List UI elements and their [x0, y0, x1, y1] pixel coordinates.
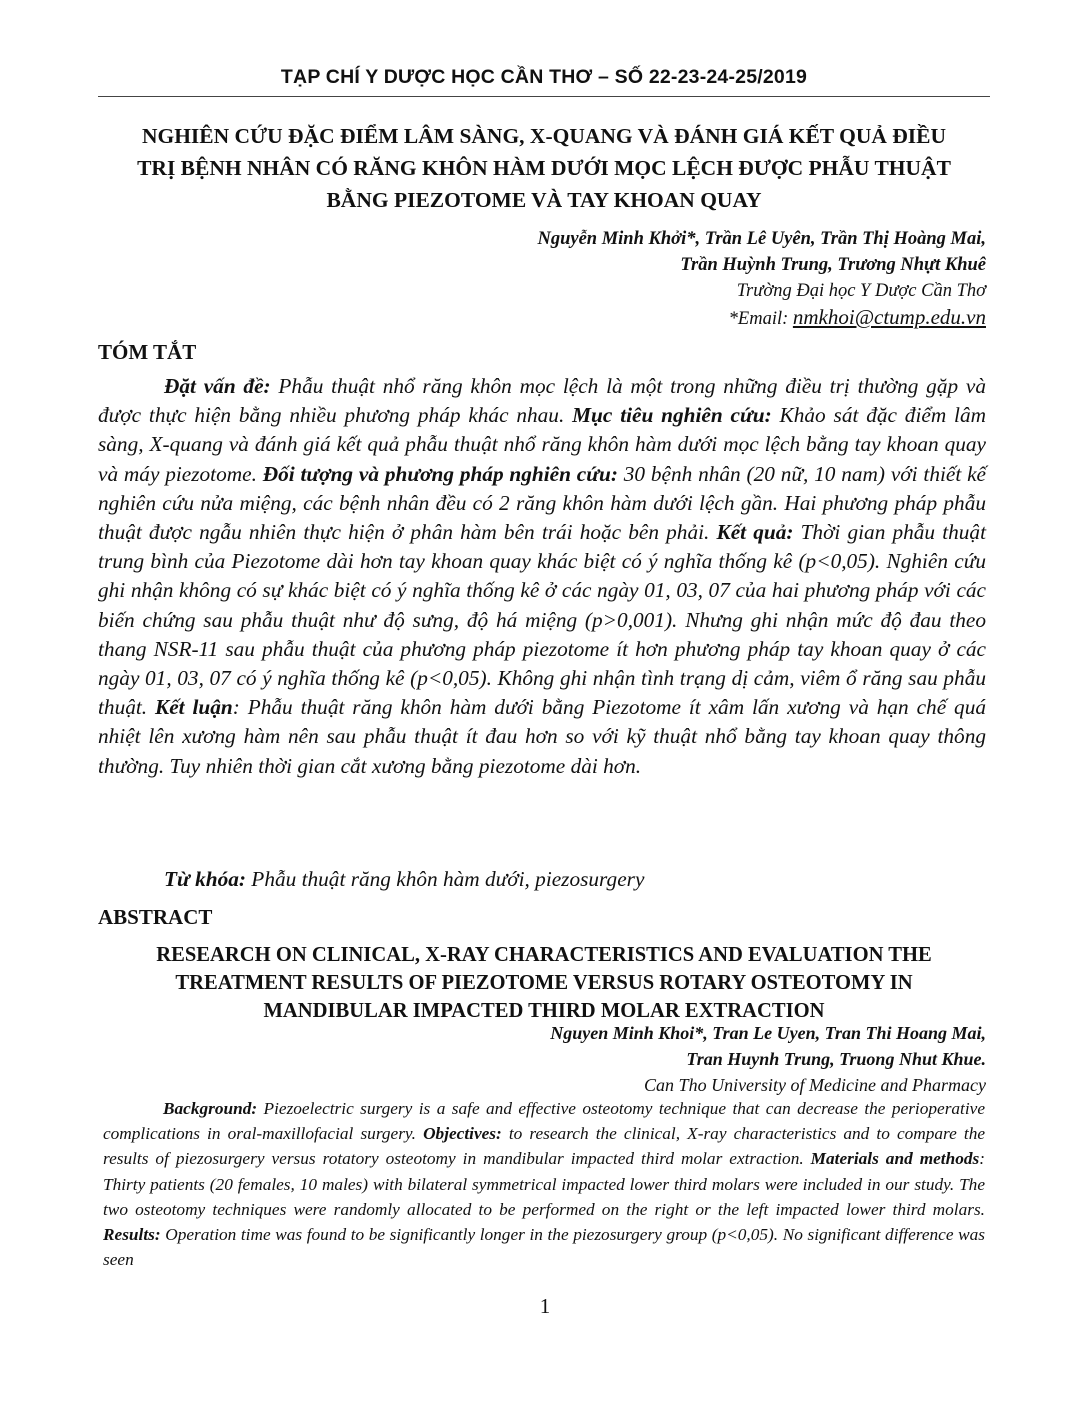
header-rule — [98, 96, 990, 97]
title-line: MANDIBULAR IMPACTED THIRD MOLAR EXTRACTION — [263, 1000, 825, 1022]
authors-block-vietnamese — [537, 226, 986, 332]
methods-text: : Thirty patients (20 females, 10 males) with bilateral symmetrical impacted lower third molars were included in our study. The two osteotomy techniques were randomly allocated to be performed on the right or the left impacted lower third molars. — [103, 1149, 985, 1219]
page-number: 1 — [539, 1294, 551, 1318]
background-label: Background: — [163, 1099, 258, 1118]
title-line: RESEARCH ON CLINICAL, X-RAY CHARACTERISTICS AND EVALUATION THE — [156, 944, 932, 966]
objectives-label: Objectives: — [423, 1124, 502, 1144]
authors-block-english — [550, 1020, 986, 1098]
author-names-line: Nguyễn Minh Khởi*, Trần Lê Uyên, Trần Thị Hoàng Mai, — [537, 229, 986, 249]
email-link[interactable]: nmkhoi@ctump.edu.vn — [792, 305, 986, 329]
methods-label: Materials and methods — [810, 1149, 980, 1169]
keywords-text: Phẫu thuật răng khôn hàm dưới, piezosurgery — [245, 867, 645, 891]
author-names-line: Trần Huỳnh Trung, Trương Nhựt Khuê — [680, 255, 986, 275]
abstract-vietnamese — [98, 372, 986, 781]
background-text: Piezoelectric surgery is a safe and effective osteotomy technique that can decrease the perioperative complications in oral-maxillofacial surgery. — [103, 1099, 985, 1144]
affiliation: Trường Đại học Y Dược Cần Thơ — [736, 281, 986, 301]
title-line: NGHIÊN CỨU ĐẶC ĐIỂM LÂM SÀNG, X-QUANG VÀ ĐÁNH GIÁ KẾT QUẢ ĐIỀU — [141, 124, 947, 148]
abstract-english — [103, 1096, 985, 1272]
title-line: BẰNG PIEZOTOME VÀ TAY KHOAN QUAY — [326, 188, 762, 212]
background-label: Đặt vấn đề: — [164, 374, 271, 398]
objectives-text: Khảo sát đặc điểm lâm sàng, X-quang và đánh giá kết quả phẫu thuật nhổ răng khôn hàm dưới mọc lệch bằng tay khoan quay và máy piezotome. — [98, 403, 986, 486]
paragraph-indent — [103, 1099, 163, 1118]
article-title-english — [98, 941, 990, 1025]
results-text: Operation time was found to be significantly longer in the piezosurgery group (p<0,05). No significant difference was seen — [103, 1225, 985, 1270]
email-line — [537, 304, 986, 332]
methods-text: 30 bệnh nhân (20 nữ, 10 nam) với thiết kế nghiên cứu nửa miệng, các bệnh nhân đều có 2 răng khôn hàm dưới lệch gần. Hai phương pháp phẫu thuật được ngẫu nhiên thực hiện ở phân hàm bên trái hoặc bên phải. — [98, 461, 986, 545]
keywords-vietnamese — [164, 867, 644, 892]
results-label: Results: — [103, 1225, 161, 1245]
summary-heading: TÓM TẮT — [98, 340, 197, 364]
article-title-vietnamese — [98, 120, 990, 216]
journal-header: TẠP CHÍ Y DƯỢC HỌC CẦN THƠ – SỐ 22-23-24-25/2019 — [280, 66, 808, 88]
keywords-label: Từ khóa: — [164, 867, 246, 891]
author-names-line: Nguyen Minh Khoi*, Tran Le Uyen, Tran Thi Hoang Mai, — [550, 1023, 986, 1043]
objectives-label: Mục tiêu nghiên cứu: — [572, 403, 772, 428]
paragraph-indent — [98, 374, 164, 398]
abstract-heading: ABSTRACT — [98, 905, 213, 929]
results-text: Thời gian phẫu thuật trung bình của Piezotome dài hơn tay khoan quay khác biệt có ý nghĩa thống kê (p<0,05). Nghiên cứu ghi nhận không có sự khác biệt có ý nghĩa thống kê ở các ngày 01, 03, 07 của hai phương pháp với các biến chứng sau phẫu thuật như độ sưng, độ há miệng (p>0,001). Nhưng ghi nhận mức độ đau theo thang NSR-11 sau phẫu thuật của phương pháp piezotome ít hơn phương pháp tay khoan quay ở các ngày 01, 03, 07 có ý nghĩa thống kê (p<0,05). Không ghi nhận tình trạng dị cảm, viêm ổ răng sau phẫu thuật. — [98, 520, 986, 720]
title-line: TREATMENT RESULTS OF PIEZOTOME VERSUS ROTARY OSTEOTOMY IN — [175, 972, 913, 994]
methods-label: Đối tượng và phương pháp nghiên cứu: — [262, 461, 618, 486]
conclusion-text: : Phẫu thuật răng khôn hàm dưới bằng Piezotome ít xâm lấn xương và hạn chế quá nhiệt lên xương hàm nên sau phẫu thuật ít đau hơn so với kỹ thuật nhổ bằng tay khoan quay thông thường. Tuy nhiên thời gian cắt xương bằng piezotome dài hơn. — [98, 695, 986, 778]
conclusion-label: Kết luận — [155, 695, 233, 720]
title-line: TRỊ BỆNH NHÂN CÓ RĂNG KHÔN HÀM DƯỚI MỌC LỆCH ĐƯỢC PHẪU THUẬT — [137, 156, 951, 180]
objectives-text: to research the clinical, X-ray characteristics and to compare the results of piezosurgery versus rotatory osteotomy in mandibular impacted third molar extraction. — [103, 1124, 986, 1169]
author-names-line: Tran Huynh Trung, Truong Nhut Khue. — [686, 1049, 986, 1069]
background-text: Phẫu thuật nhổ răng khôn mọc lệch là một trong những điều trị thường gặp và được thực hiện bằng nhiều phương pháp khác nhau. — [98, 374, 987, 428]
email-label: *Email: — [728, 309, 793, 329]
affiliation: Can Tho University of Medicine and Pharmacy — [644, 1075, 986, 1095]
results-label: Kết quả: — [716, 520, 794, 545]
